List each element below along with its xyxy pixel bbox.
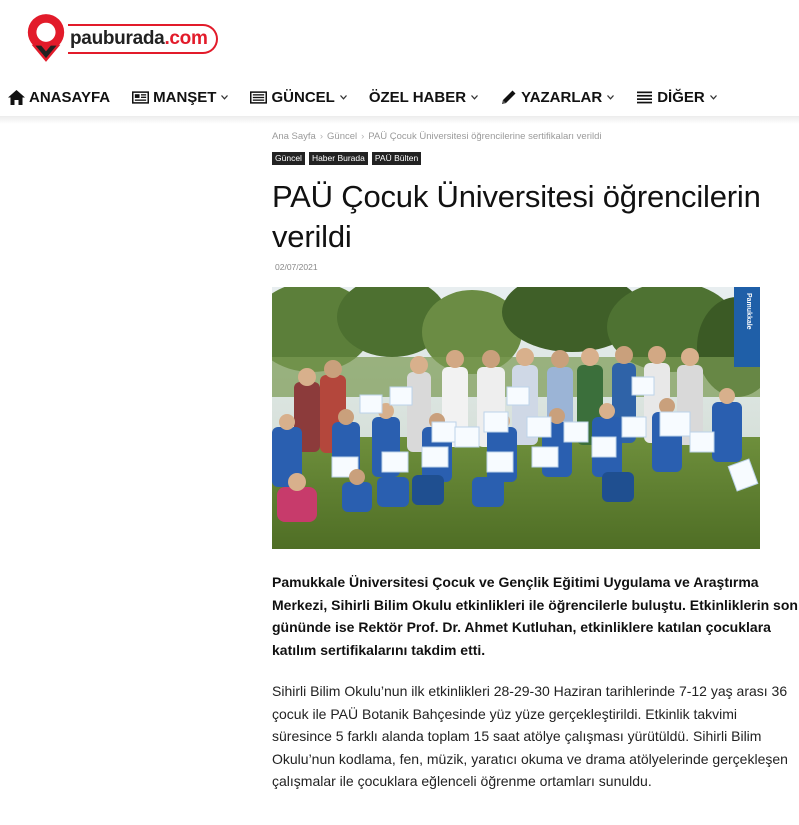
home-icon <box>8 89 25 106</box>
nav-item-guncel[interactable] <box>250 78 346 116</box>
article-title <box>272 177 799 257</box>
article-featured-image[interactable] <box>272 287 760 549</box>
nav-item-manset[interactable] <box>132 78 228 116</box>
logo-domain: .com <box>164 28 208 49</box>
breadcrumb <box>272 131 601 142</box>
chevron-down-icon <box>471 95 478 100</box>
group-photo-illustration <box>272 287 760 549</box>
category-tags <box>272 152 421 165</box>
publish-date: 02/07/2021 <box>275 262 318 272</box>
nav-label: MANŞET <box>153 88 217 106</box>
nav-item-diger[interactable] <box>636 78 717 116</box>
tag-pau-bulten[interactable]: PAÜ Bülten <box>372 152 421 165</box>
nav-label: GÜNCEL <box>271 88 335 106</box>
chevron-down-icon <box>221 95 228 100</box>
tag-haber-burada[interactable]: Haber Burada <box>309 152 368 165</box>
nav-label: YAZARLAR <box>521 88 603 106</box>
nav-label: ÖZEL HABER <box>368 88 467 106</box>
nav-item-yazarlar[interactable] <box>500 78 614 116</box>
breadcrumb-current: PAÜ Çocuk Üniversitesi öğrencilerine sertifikaları verildi <box>368 131 602 142</box>
tag-guncel[interactable]: Güncel <box>272 152 305 165</box>
pencil-icon <box>500 89 517 106</box>
nav-label: DİĞER <box>657 88 705 106</box>
nav-divider <box>0 116 799 124</box>
breadcrumb-separator: › <box>319 131 324 142</box>
article-title-line1: PAÜ Çocuk Üniversitesi öğrencilerin <box>272 179 761 214</box>
chevron-down-icon <box>710 95 717 100</box>
nav-item-anasayfa[interactable] <box>8 78 110 116</box>
list-icon <box>636 89 653 106</box>
nav-label: ANASAYFA <box>29 88 111 106</box>
news-card-icon <box>250 89 267 106</box>
article-body-paragraph: Sihirli Bilim Okulu’nun ilk etkinlikleri 28-29-30 Haziran tarihlerinde 7-12 yaş arası 36 çocuk ile PAÜ Botanik Bahçesinde yüz yüze gerçekleştirildi. Etkinlik takvimi süresince 5 farklı alanda toplam 15 saat atölye çalışması yürütüldü. Sihirli Bilim Okulu’nun kodlama, fen, müzik, yaratıcı okuma ve drama atölyelerinde gerçekleşen çalışmalar ile çocuklara eğlenceli öğrenme ortamları sunuldu. <box>272 683 788 789</box>
article-title-line2: verildi <box>272 219 352 254</box>
chevron-down-icon <box>607 95 614 100</box>
site-logo[interactable] <box>24 12 68 64</box>
newspaper-icon <box>132 89 149 106</box>
breadcrumb-category[interactable]: Güncel <box>327 131 358 142</box>
main-nav <box>0 78 799 116</box>
breadcrumb-separator: › <box>361 131 365 142</box>
article-lead: Pamukkale Üniversitesi Çocuk ve Gençlik Eğitimi Uygulama ve Araştırma Merkezi, Sihirli Bilim Okulu etkinlikleri ile öğrencilerle buluştu. Etkinliklerin son gününde ise Rektör Prof. Dr. Ahmet Kutluhan, etkinliklere katılan çocuklara katılım sertifikalarını takdim etti. <box>272 574 798 658</box>
banner-text: Pamukkale <box>745 293 752 330</box>
chevron-down-icon <box>340 95 347 100</box>
breadcrumb-home[interactable]: Ana Sayfa <box>272 131 316 142</box>
location-pin-logo-icon <box>24 12 68 64</box>
nav-item-ozel-haber[interactable] <box>369 78 478 116</box>
logo-text: pauburada <box>70 28 165 49</box>
logo-wordmark[interactable] <box>68 24 218 54</box>
